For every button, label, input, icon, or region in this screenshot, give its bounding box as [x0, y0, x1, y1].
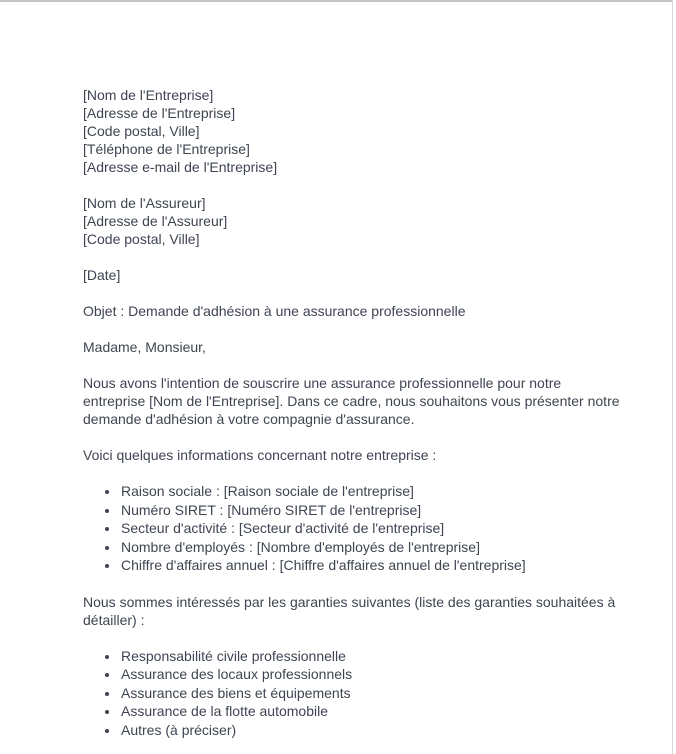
subject-line: Objet : Demande d'adhésion à une assurance professionnelle [83, 303, 466, 319]
company-info-intro-text: Voici quelques informations concernant notre entreprise : [83, 447, 437, 463]
sender-line: [Adresse de l'Entreprise] [83, 105, 236, 121]
list-item: • Autres (à préciser) [120, 721, 623, 740]
guarantees-intro-text: Nous sommes intéressés par les garanties suivantes (liste des garanties souhaitées à détailler) : [83, 593, 616, 628]
salutation-block [83, 338, 623, 356]
recipient-line: [Nom de l'Assureur] [83, 195, 206, 211]
subject-block [83, 302, 623, 320]
recipient-block [83, 194, 623, 248]
list-item: • Raison sociale : [Raison sociale de l'entreprise] [120, 482, 623, 501]
list-item: • Secteur d'activité : [Secteur d'activité de l'entreprise] [120, 519, 623, 538]
sender-line: [Adresse e-mail de l'Entreprise] [83, 159, 278, 175]
company-info-list [83, 482, 623, 575]
list-item: • Nombre d'employés : [Nombre d'employés de l'entreprise] [120, 538, 623, 557]
recipient-line: [Code postal, Ville] [83, 231, 200, 247]
list-item: • Numéro SIRET : [Numéro SIRET de l'entreprise] [120, 501, 623, 520]
intro-paragraph [83, 374, 623, 428]
list-item: • Chiffre d'affaires annuel : [Chiffre d'affaires annuel de l'entreprise] [120, 556, 623, 575]
letter-body [0, 2, 623, 739]
sender-line: [Téléphone de l'Entreprise] [83, 141, 250, 157]
salutation: Madame, Monsieur, [83, 339, 206, 355]
intro-paragraph-text: Nous avons l'intention de souscrire une assurance professionnelle pour notre entreprise [Nom de l'Entreprise]. Dans ce cadre, nous souhaitons vous présenter notre demande d'adhésion à votre compagnie d'assurance. [83, 375, 620, 427]
list-item: • Assurance de la flotte automobile [120, 702, 623, 721]
list-item: • Assurance des locaux professionnels [120, 665, 623, 684]
sender-block [83, 86, 623, 176]
date-placeholder: [Date] [83, 267, 121, 283]
list-item: • Responsabilité civile professionnelle [120, 647, 623, 666]
guarantees-list [83, 647, 623, 740]
list-item: • Assurance des biens et équipements [120, 684, 623, 703]
sender-line: [Code postal, Ville] [83, 123, 200, 139]
company-info-intro [83, 446, 623, 464]
sender-line: [Nom de l'Entreprise] [83, 87, 214, 103]
guarantees-intro [83, 593, 623, 629]
date-block [83, 266, 623, 284]
recipient-line: [Adresse de l'Assureur] [83, 213, 228, 229]
